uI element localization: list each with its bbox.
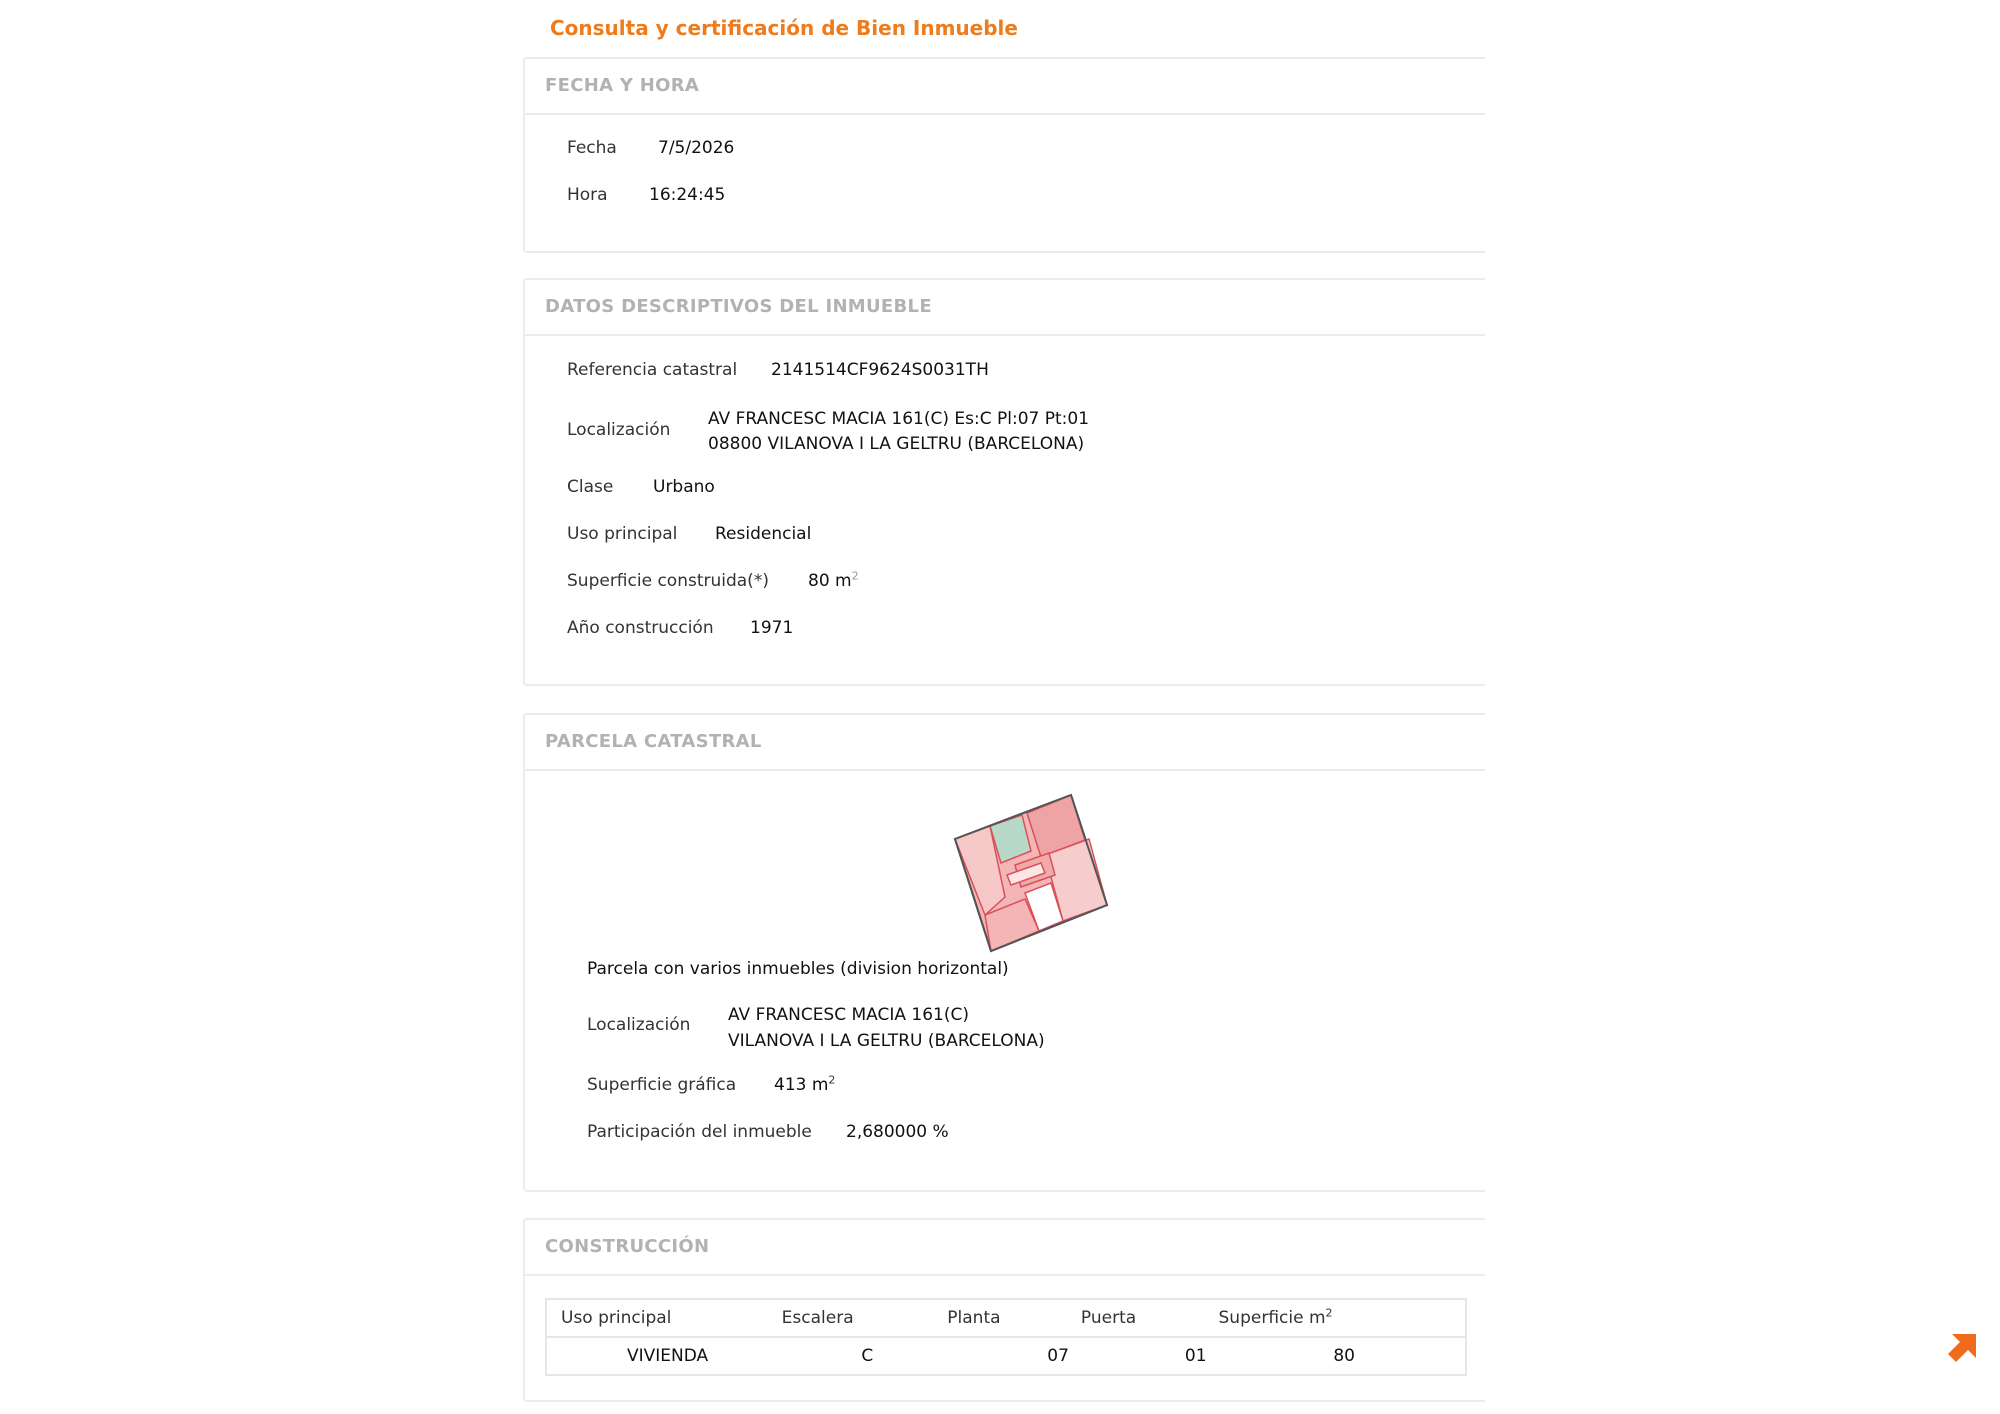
anio-construccion-value: 1971 (750, 618, 794, 638)
col-puerta: Puerta (1081, 1299, 1219, 1337)
parcela-localizacion-label: Localización (587, 1015, 691, 1035)
superficie-unit-exponent: 2 (851, 569, 859, 583)
superficie-grafica-exponent: 2 (828, 1073, 836, 1087)
uso-principal-label: Uso principal (567, 524, 678, 544)
col-planta: Planta (947, 1299, 1081, 1337)
cell-escalera: C (861, 1346, 874, 1366)
localizacion-line1: AV FRANCESC MACIA 161(C) Es:C Pl:07 Pt:01 (708, 409, 1090, 429)
construccion-panel (523, 1218, 1485, 1402)
cell-superficie: 80 (1333, 1346, 1355, 1366)
parcela-description: Parcela con varios inmuebles (division horizontal) (587, 959, 1009, 979)
panel-heading: PARCELA CATASTRAL (525, 715, 1485, 771)
fecha-row (567, 138, 617, 158)
parcel-map-image (915, 787, 1115, 967)
col-superficie: Superficie $m^2$ (1219, 1299, 1466, 1337)
clase-value: Urbano (653, 477, 715, 497)
fecha-hora-panel (523, 57, 1485, 253)
anio-construccion-label: Año construcción (567, 618, 714, 638)
panel-heading: FECHA Y HORA (525, 59, 1485, 115)
col-uso-principal: Uso principal (546, 1299, 782, 1337)
parcela-localizacion-line1: AV FRANCESC MACIA 161(C) (728, 1005, 969, 1025)
participacion-value: 2,680000 % (846, 1122, 949, 1142)
col-escalera: Escalera (782, 1299, 948, 1337)
page-title: Consulta y certificación de Bien Inmueble (550, 16, 1018, 40)
localizacion-label: Localización (567, 420, 671, 440)
superficie-grafica-label: Superficie gráfica (587, 1075, 737, 1095)
construccion-table (545, 1298, 1467, 1376)
hora-value: 16:24:45 (649, 185, 726, 205)
referencia-value: 2141514CF9624S0031TH (771, 360, 989, 380)
parcela-catastral-panel (523, 713, 1485, 1192)
referencia-label: Referencia catastral (567, 360, 738, 380)
uso-principal-value: Residencial (715, 524, 812, 544)
hora-label: Hora (567, 185, 608, 205)
arrow-up-right-icon[interactable] (1948, 1330, 1980, 1362)
datos-descriptivos-panel (523, 278, 1485, 686)
fecha-value: 7/5/2026 (658, 138, 735, 158)
panel-heading: DATOS DESCRIPTIVOS DEL INMUEBLE (525, 280, 1485, 336)
cell-uso: VIVIENDA (627, 1346, 709, 1366)
clase-label: Clase (567, 477, 614, 497)
table-header-row (546, 1299, 1466, 1337)
superficie-construida-label: Superficie construida(*) (567, 571, 769, 591)
panel-heading: CONSTRUCCIÓN (525, 1220, 1485, 1276)
superficie-grafica-value: 413 m (774, 1075, 829, 1095)
fecha-label: Fecha (567, 138, 617, 158)
parcela-localizacion-line2: VILANOVA I LA GELTRU (BARCELONA) (728, 1031, 1045, 1051)
cell-puerta: 01 (1184, 1346, 1207, 1366)
localizacion-line2: 08800 VILANOVA I LA GELTRU (BARCELONA) (708, 434, 1085, 454)
cell-planta: 07 (1047, 1346, 1069, 1366)
table-row (546, 1337, 1466, 1375)
hora-row (567, 185, 608, 205)
participacion-label: Participación del inmueble (587, 1122, 812, 1142)
superficie-construida-value: 80 m (808, 571, 852, 591)
